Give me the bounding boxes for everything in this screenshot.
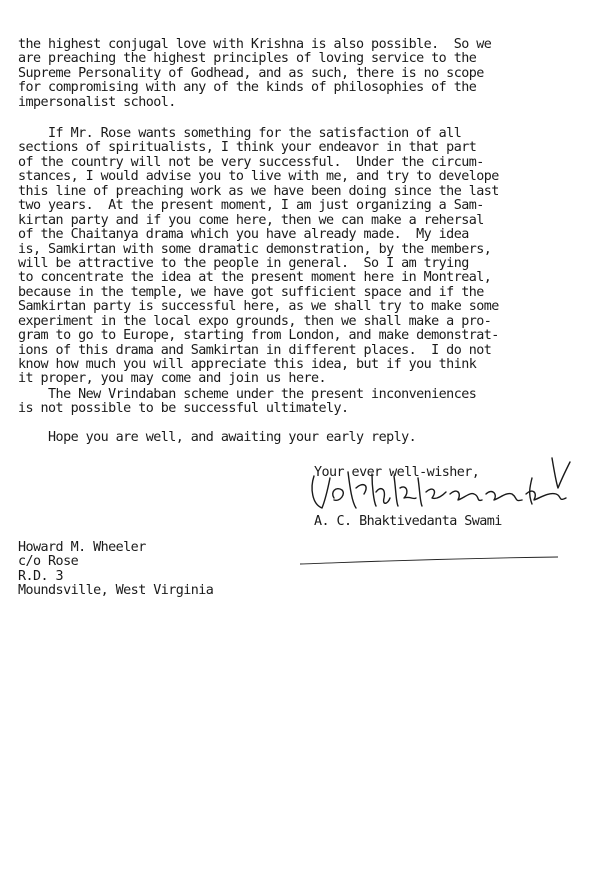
text-line: Samkirtan party is successful here, as we shall try to make some bbox=[18, 299, 499, 315]
text-line: ions of this drama and Samkirtan in different places. I do not bbox=[18, 342, 492, 358]
recipient-address bbox=[18, 541, 213, 599]
text-line: The New Vrindaban scheme under the present inconveniences bbox=[18, 387, 477, 402]
text-line: are preaching the highest principles of loving service to the bbox=[18, 51, 477, 67]
text-line: If Mr. Rose wants something for the satisfaction of all bbox=[18, 126, 462, 141]
address-line: Howard M. Wheeler bbox=[18, 540, 146, 555]
closing-text: Your ever well-wisher, bbox=[314, 465, 480, 480]
text-line: impersonalist school. bbox=[18, 94, 176, 110]
signature-block bbox=[314, 515, 502, 529]
text-line: know how much you will appreciate this idea, but if you think bbox=[18, 357, 477, 372]
address-line: R.D. 3 bbox=[18, 568, 64, 584]
text-line: it proper, you may come and join us here. bbox=[18, 371, 326, 387]
paragraph-4 bbox=[18, 431, 416, 445]
text-line: for compromising with any of the kinds of philosophies of the bbox=[18, 80, 477, 96]
text-line: because in the temple, we have got sufficient space and if the bbox=[18, 284, 484, 300]
paragraph-3 bbox=[18, 388, 476, 417]
text-line: two years. At the present moment, I am just organizing a Sam- bbox=[18, 198, 484, 214]
text-line: gram to go to Europe, starting from London, and make demonstrat- bbox=[18, 328, 499, 344]
address-line: c/o Rose bbox=[18, 554, 79, 570]
pencil-mark bbox=[300, 556, 560, 568]
text-line: sections of spiritualists, I think your endeavor in that part bbox=[18, 140, 477, 156]
text-line: Supreme Personality of Godhead, and as such, there is no scope bbox=[18, 65, 484, 81]
paragraph-1 bbox=[18, 38, 491, 110]
text-line: will be attractive to the people in general. So I am trying bbox=[18, 255, 469, 271]
address-line: Moundsville, West Virginia bbox=[18, 583, 214, 599]
text-line: of the Chaitanya drama which you have already made. My idea bbox=[18, 227, 469, 243]
text-line: is, Samkirtan with some dramatic demonstration, by the members, bbox=[18, 241, 492, 257]
text-line: this line of preaching work as we have been doing since the last bbox=[18, 183, 499, 199]
text-line: to concentrate the idea at the present moment here in Montreal, bbox=[18, 270, 492, 286]
text-line: Hope you are well, and awaiting your early reply. bbox=[18, 430, 417, 445]
signature-name: A. C. Bhaktivedanta Swami bbox=[314, 514, 502, 529]
text-line: is not possible to be successful ultimately. bbox=[18, 401, 349, 417]
paragraph-2 bbox=[18, 127, 499, 387]
text-line: the highest conjugal love with Krishna is also possible. So we bbox=[18, 37, 492, 52]
text-line: stances, I would advise you to live with me, and try to develope bbox=[18, 169, 499, 185]
text-line: kirtan party and if you come here, then we can make a rehersal bbox=[18, 212, 484, 228]
text-line: of the country will not be very successful. Under the circum- bbox=[18, 154, 484, 170]
closing bbox=[314, 466, 479, 480]
text-line: experiment in the local expo grounds, then we shall make a pro- bbox=[18, 313, 492, 329]
